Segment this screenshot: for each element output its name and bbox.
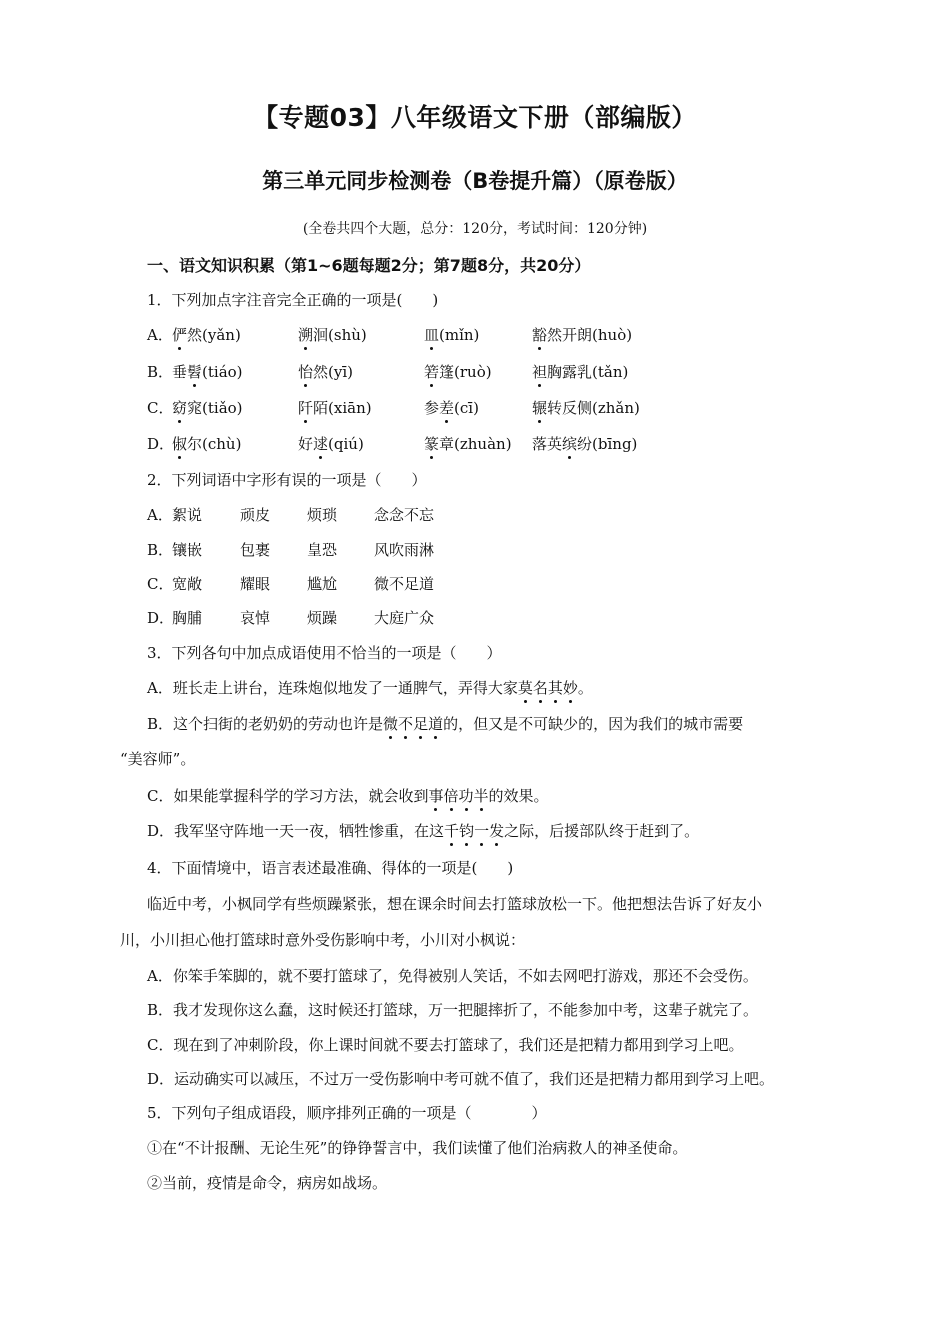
question-5-sentence-1: ①在“不计报酬、无论生死”的铮铮誓言中，我们读懂了他们治病救人的神圣使命。 bbox=[147, 1139, 688, 1157]
option-label: D． bbox=[147, 435, 175, 453]
word-item: 宽敞 bbox=[172, 575, 203, 593]
dotted-idiom bbox=[444, 822, 504, 840]
word-item: 皇恐 bbox=[307, 541, 338, 559]
question-4-option-b: B．我才发现你这么蠢，这时候还打篮球，万一把腿摔折了，不能参加中考，这辈子就完了。 bbox=[147, 1001, 759, 1019]
dotted-idiom bbox=[518, 679, 578, 697]
dotted-character: 道 bbox=[428, 715, 444, 733]
option-label: A． bbox=[147, 506, 173, 524]
option-text: 的效果。 bbox=[488, 787, 549, 805]
question-4-option-a: A．你笨手笨脚的，就不要打篮球了，免得被别人笑话，不如去网吧打游戏，那还不会受伤。 bbox=[147, 967, 758, 985]
pinyin-item bbox=[172, 397, 243, 418]
word-item: 尴尬 bbox=[307, 575, 338, 593]
pinyin-item bbox=[532, 433, 637, 454]
question-3-option-b bbox=[147, 713, 743, 734]
pinyin-item bbox=[172, 324, 241, 345]
dotted-character: 不 bbox=[398, 715, 414, 733]
item-suffix: (mǐn) bbox=[439, 326, 480, 344]
dotted-character: 阡 bbox=[298, 399, 314, 417]
word-item: 胸脯 bbox=[172, 609, 203, 627]
word-item: 烦躁 bbox=[307, 609, 338, 627]
item-suffix: 胸露乳(tǎn) bbox=[547, 363, 629, 381]
option-label: A． bbox=[147, 326, 173, 344]
pinyin-item bbox=[424, 361, 492, 382]
question-3-option-d bbox=[147, 820, 699, 841]
dotted-character: 俶 bbox=[172, 435, 188, 453]
option-label: C． bbox=[147, 399, 174, 417]
word-item: 念念不忘 bbox=[374, 506, 435, 524]
word-item: 微不足道 bbox=[374, 575, 435, 593]
document-title: 【专题03】八年级语文下册（部编版） bbox=[253, 103, 697, 132]
word-item: 哀悼 bbox=[240, 609, 271, 627]
pinyin-item bbox=[424, 397, 479, 418]
option-text: 的，但又是不可缺少的，因为我们的城市需要 bbox=[443, 715, 744, 733]
dotted-character: 逑 bbox=[313, 435, 329, 453]
pinyin-item bbox=[532, 361, 628, 382]
document-subtitle: 第三单元同步检测卷（B卷提升篇）（原卷版） bbox=[262, 169, 688, 193]
item-suffix: 然开朗(huò) bbox=[547, 326, 633, 344]
word-item: 包裹 bbox=[240, 541, 271, 559]
word-item: 镶嵌 bbox=[172, 541, 203, 559]
question-5-sentence-2: ②当前，疫情是命令，病房如战场。 bbox=[147, 1174, 388, 1192]
dotted-character: 千 bbox=[444, 822, 460, 840]
option-label: D． bbox=[147, 609, 175, 627]
option-text: 。 bbox=[577, 679, 593, 697]
item-prefix: 好 bbox=[298, 435, 314, 453]
option-text: A．班长走上讲台，连珠炮似地发了一通脾气，弄得大家 bbox=[147, 679, 518, 697]
pinyin-item bbox=[298, 324, 367, 345]
item-suffix: 窕(tiǎo) bbox=[187, 399, 243, 417]
dotted-character: 钧 bbox=[459, 822, 475, 840]
question-4-stem: 4．下面情境中，语言表述最准确、得体的一项是( ) bbox=[147, 859, 514, 877]
dotted-character: 妙 bbox=[562, 679, 578, 697]
question-3-option-b-cont: “美容师”。 bbox=[120, 750, 196, 768]
item-suffix: (tiáo) bbox=[202, 363, 243, 381]
dotted-character: 足 bbox=[413, 715, 429, 733]
dotted-character: 髫 bbox=[187, 363, 203, 381]
option-text: B．这个扫街的老奶奶的劳动也许是 bbox=[147, 715, 384, 733]
question-3-option-c bbox=[147, 785, 549, 806]
dotted-character: 辗 bbox=[532, 399, 548, 417]
dotted-character: 箬 bbox=[424, 363, 440, 381]
item-suffix: 然(yī) bbox=[313, 363, 353, 381]
question-4-option-c: C．现在到了冲刺阶段，你上课时间就不要去打篮球了，我们还是把精力都用到学习上吧。 bbox=[147, 1036, 744, 1054]
dotted-character: 篆 bbox=[424, 435, 440, 453]
question-4-context-cont: 川，小川担心他打篮球时意外受伤影响中考，小川对小枫说： bbox=[120, 931, 526, 949]
dotted-character: 怡 bbox=[298, 363, 314, 381]
pinyin-item bbox=[298, 397, 372, 418]
pinyin-item bbox=[298, 433, 364, 454]
item-suffix: 尔(chù) bbox=[187, 435, 242, 453]
option-text: D．我军坚守阵地一天一夜，牺牲惨重，在这 bbox=[147, 822, 445, 840]
item-suffix: 洄(shù) bbox=[313, 326, 367, 344]
word-item: 大庭广众 bbox=[374, 609, 435, 627]
option-text: C．如果能掌握科学的学习方法，就会收到 bbox=[147, 787, 429, 805]
dotted-character: 窈 bbox=[172, 399, 188, 417]
option-text: 之际，后援部队终于赶到了。 bbox=[504, 822, 700, 840]
dotted-character: 俨 bbox=[172, 326, 188, 344]
pinyin-item bbox=[172, 433, 241, 454]
question-2-stem: 2．下列词语中字形有误的一项是（ ） bbox=[147, 471, 427, 489]
question-3-stem: 3．下列各句中加点成语使用不恰当的一项是（ ） bbox=[147, 644, 502, 662]
dotted-character: 事 bbox=[428, 787, 444, 805]
question-4-context: 临近中考，小枫同学有些烦躁紧张，想在课余时间去打篮球放松一下。他把想法告诉了好友小 bbox=[147, 895, 763, 913]
item-prefix: 垂 bbox=[172, 363, 188, 381]
question-3-option-a bbox=[147, 677, 593, 698]
option-label: B． bbox=[147, 363, 174, 381]
dotted-character: 微 bbox=[383, 715, 399, 733]
word-item: 烦琐 bbox=[307, 506, 338, 524]
section-heading: 一、语文知识积累（第1~6题每题2分；第7题8分，共20分） bbox=[147, 256, 591, 275]
exam-note: (全卷共四个大题，总分：120分，考试时间：120分钟) bbox=[302, 221, 648, 237]
pinyin-item bbox=[424, 433, 512, 454]
dotted-character: 一 bbox=[474, 822, 490, 840]
item-prefix: 参 bbox=[424, 399, 440, 417]
question-5-stem: 5．下列句子组成语段，顺序排列正确的一项是（ ） bbox=[147, 1104, 547, 1122]
dotted-character: 其 bbox=[547, 679, 563, 697]
pinyin-item bbox=[424, 324, 479, 345]
item-suffix: 篷(ruò) bbox=[439, 363, 492, 381]
pinyin-item bbox=[172, 361, 243, 382]
item-prefix: 落英 bbox=[532, 435, 563, 453]
word-item: 顽皮 bbox=[240, 506, 271, 524]
dotted-character: 发 bbox=[489, 822, 505, 840]
word-item: 絮说 bbox=[172, 506, 203, 524]
dotted-character: 袒 bbox=[532, 363, 548, 381]
option-label: B． bbox=[147, 541, 174, 559]
question-4-option-d: D．运动确实可以减压，不过万一受伤影响中考可就不值了，我们还是把精力都用到学习上吧。 bbox=[147, 1070, 775, 1088]
item-suffix: (qiú) bbox=[328, 435, 364, 453]
word-item: 风吹雨淋 bbox=[374, 541, 435, 559]
dotted-character: 豁 bbox=[532, 326, 548, 344]
word-item: 耀眼 bbox=[240, 575, 271, 593]
item-suffix: 章(zhuàn) bbox=[439, 435, 512, 453]
pinyin-item bbox=[532, 397, 640, 418]
item-suffix: (cī) bbox=[454, 399, 479, 417]
dotted-character: 缤 bbox=[562, 435, 578, 453]
dotted-character: 皿 bbox=[424, 326, 440, 344]
dotted-character: 名 bbox=[532, 679, 548, 697]
question-1-stem: 1．下列加点字注音完全正确的一项是( ) bbox=[147, 291, 439, 309]
item-suffix: 然(yǎn) bbox=[187, 326, 241, 344]
dotted-character: 功 bbox=[458, 787, 474, 805]
item-suffix: 纷(bīng) bbox=[577, 435, 638, 453]
dotted-character: 倍 bbox=[443, 787, 459, 805]
dotted-idiom bbox=[428, 787, 488, 805]
dotted-character: 半 bbox=[473, 787, 489, 805]
dotted-character: 溯 bbox=[298, 326, 314, 344]
dotted-character: 差 bbox=[439, 399, 455, 417]
item-suffix: 陌(xiān) bbox=[313, 399, 372, 417]
item-suffix: 转反侧(zhǎn) bbox=[547, 399, 640, 417]
dotted-character: 莫 bbox=[517, 679, 533, 697]
pinyin-item bbox=[532, 324, 632, 345]
option-label: C． bbox=[147, 575, 174, 593]
dotted-idiom bbox=[383, 715, 443, 733]
pinyin-item bbox=[298, 361, 353, 382]
